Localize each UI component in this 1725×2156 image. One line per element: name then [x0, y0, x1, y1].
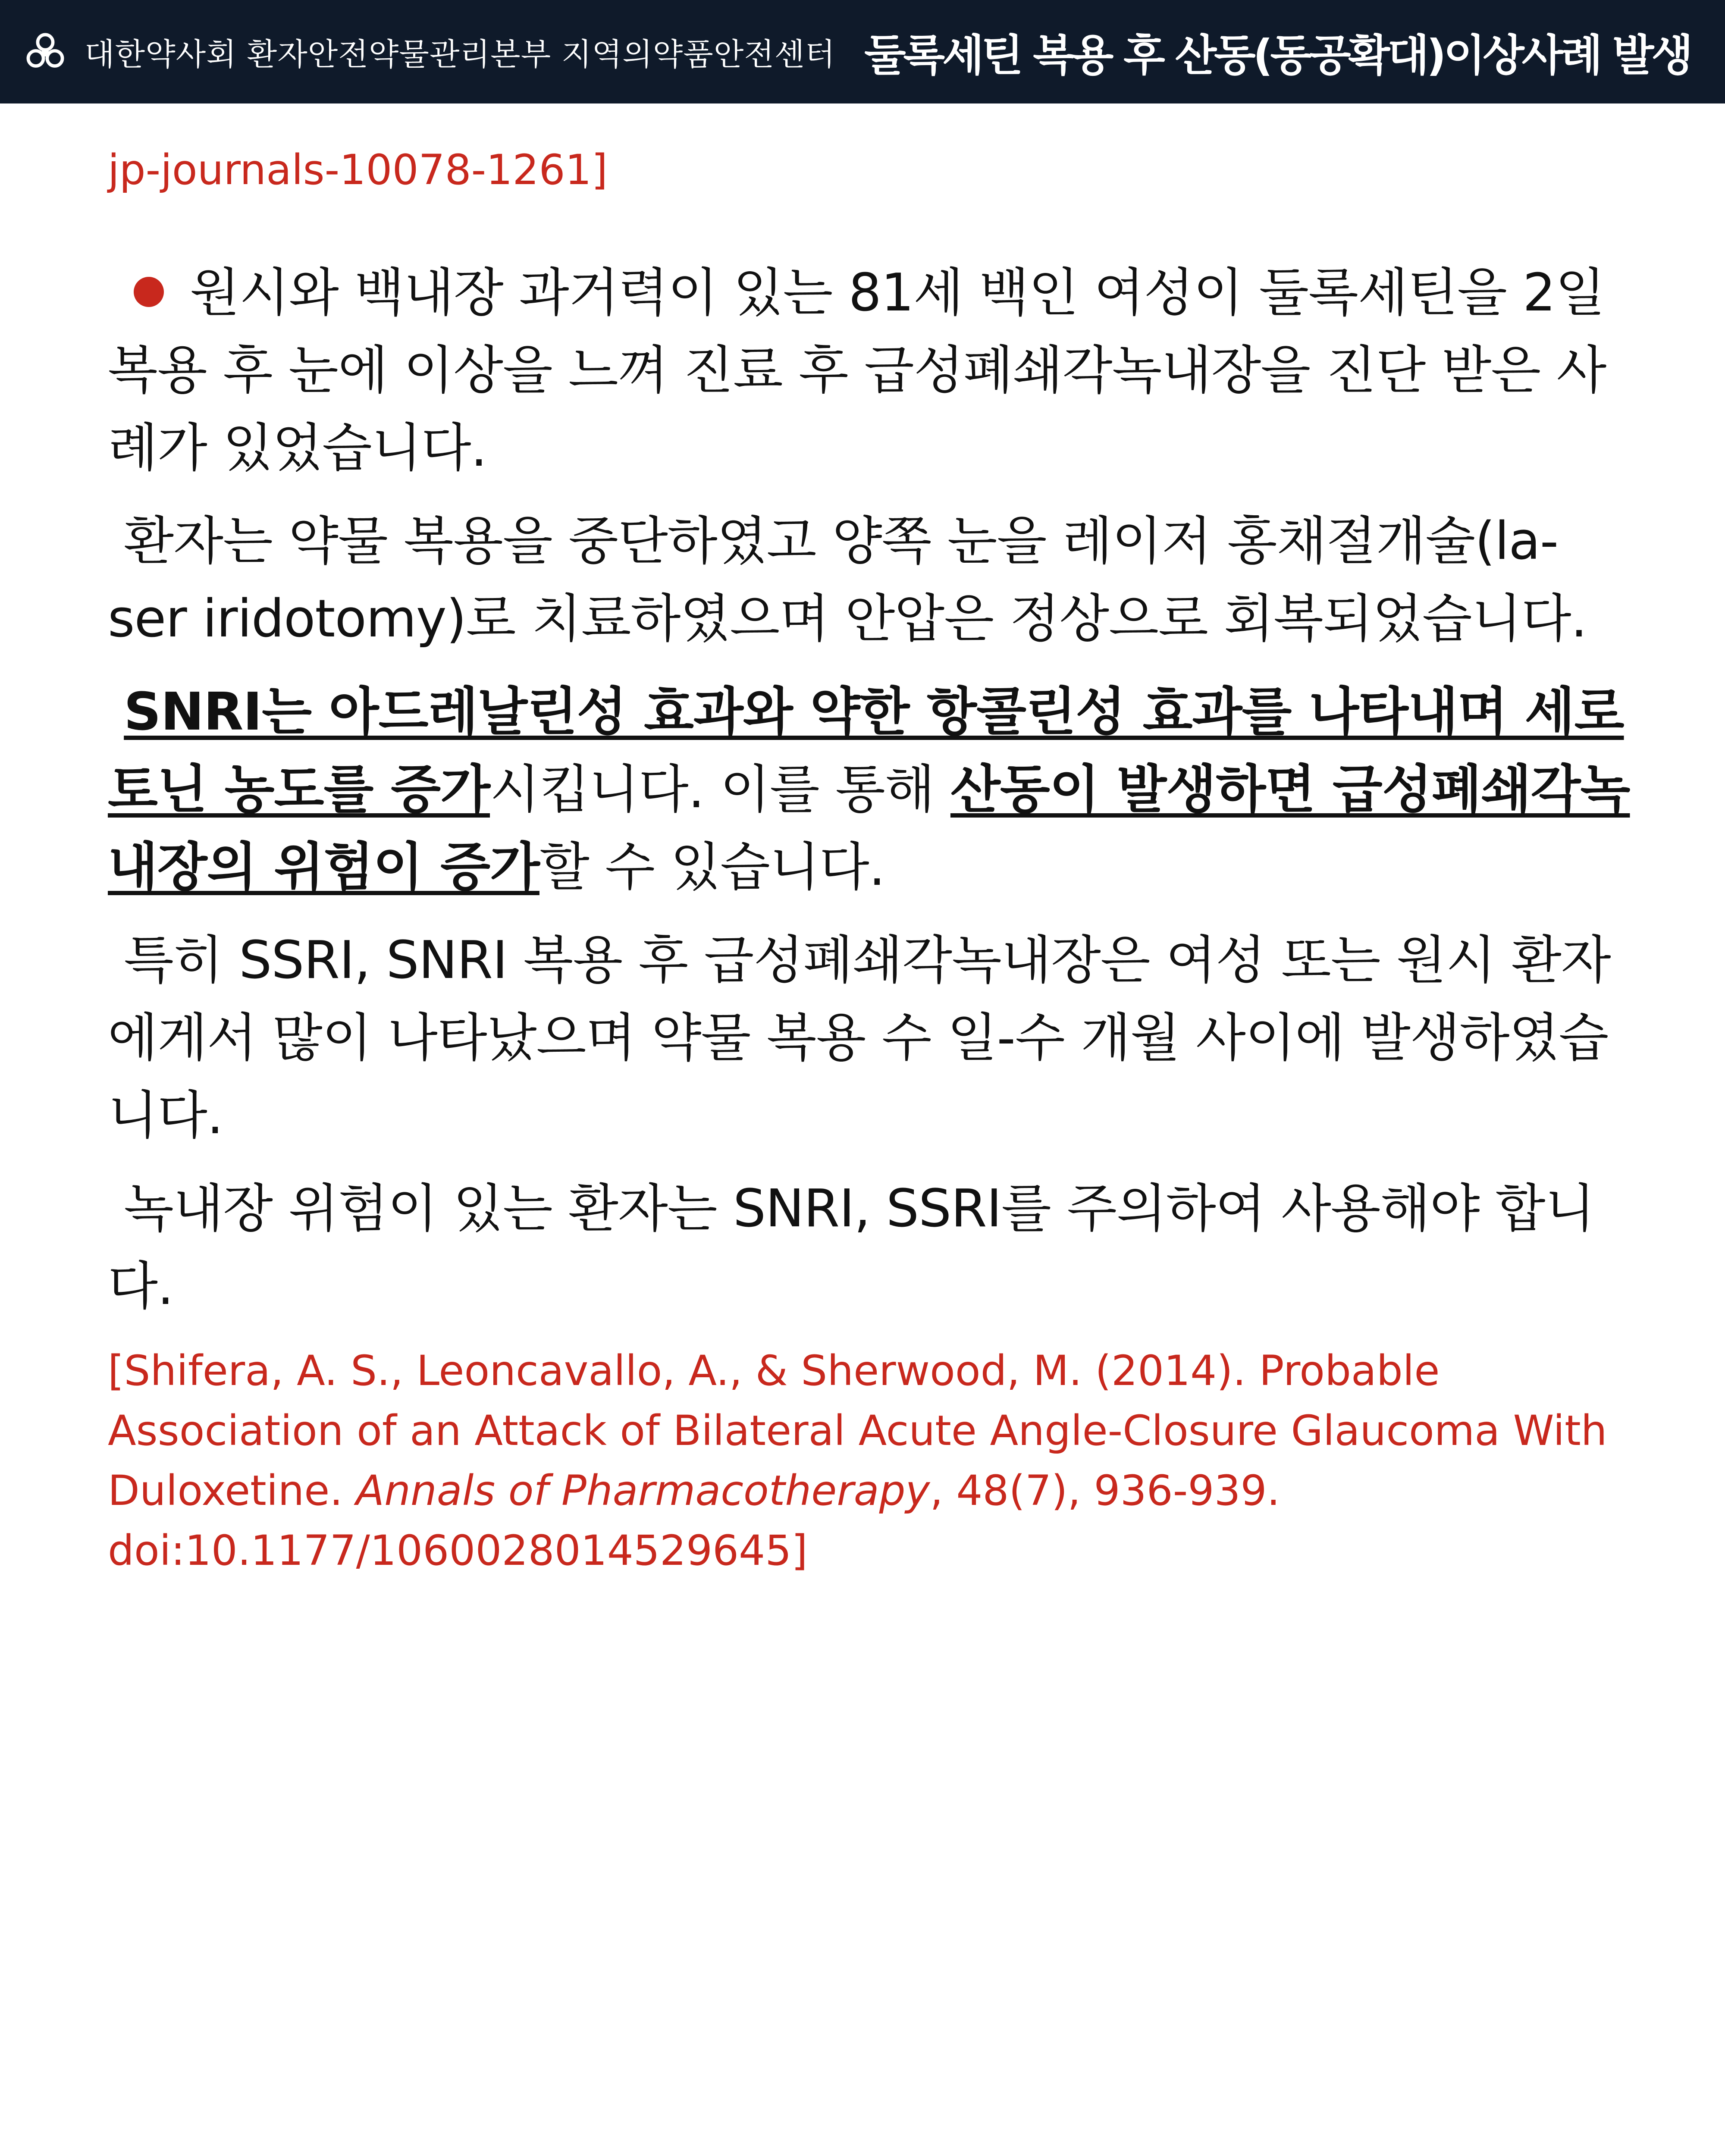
- mechanism-emphasis-1: SNRI는 아드레날린성 효과와 약한 항콜린성 효과를 나타내며 세로토닌 농도를 증가: [108, 682, 1624, 820]
- reference-authors: [Shifera, A. S., Leoncavallo, A., & Sherwood, M. (2014). Probable Association of an Attack of Bilateral Acute Angle-Closure Glaucoma With Duloxetine.: [108, 1346, 1607, 1515]
- case-paragraph: [108, 254, 1634, 487]
- reference: [108, 1341, 1634, 1581]
- caution-paragraph: [108, 1170, 1634, 1326]
- treatment-paragraph: [108, 503, 1634, 658]
- mechanism-emphasis-2: 산동이 발생하면 급성폐쇄각녹내장의 위험이 증가: [108, 759, 1630, 897]
- reference-journal: Annals of Pharmacotherapy: [356, 1466, 930, 1515]
- risk-paragraph: [108, 922, 1634, 1155]
- mechanism-text-1: 시킵니다. 이를 통해: [490, 759, 950, 820]
- organization: [22, 0, 835, 103]
- pharmacy-association-logo-icon: [22, 28, 69, 75]
- treatment-text: 환자는 약물 복용을 중단하였고 양쪽 눈을 레이저 홍채절개술(la-ser iridotomy)로 치료하였으며 안압은 정상으로 회복되었습니다.: [108, 511, 1587, 649]
- header-bar: [0, 0, 1725, 103]
- bullet-icon: [134, 277, 164, 307]
- main-content: [108, 142, 1634, 1581]
- mechanism-text-2: 할 수 있습니다.: [539, 837, 885, 897]
- document-title: 둘록세틴 복용 후 산동(동공확대)이상사례 발생: [864, 30, 1690, 81]
- caution-text: 녹내장 위험이 있는 환자는 SNRI, SSRI를 주의하여 사용해야 합니다.: [108, 1178, 1595, 1316]
- case-text: 원시와 백내장 과거력이 있는 81세 백인 여성이 둘록세틴을 2일 복용 후 눈에 이상을 느껴 진료 후 급성폐쇄각녹내장을 진단 받은 사례가 있었습니다.: [108, 263, 1606, 478]
- organization-name: 대한약사회 환자안전약물관리본부 지역의약품안전센터: [85, 36, 836, 72]
- risk-text: 특히 SSRI, SNRI 복용 후 급성폐쇄각녹내장은 여성 또는 원시 환자에게서 많이 나타났으며 약물 복용 수 일-수 개월 사이에 발생하였습니다.: [108, 930, 1611, 1146]
- previous-reference-continuation: jp-journals-10078-1261]: [108, 146, 608, 194]
- reference-details: , 48(7), 936-939. doi:10.1177/1060028014529645]: [108, 1466, 1280, 1575]
- mechanism-paragraph: [108, 674, 1634, 906]
